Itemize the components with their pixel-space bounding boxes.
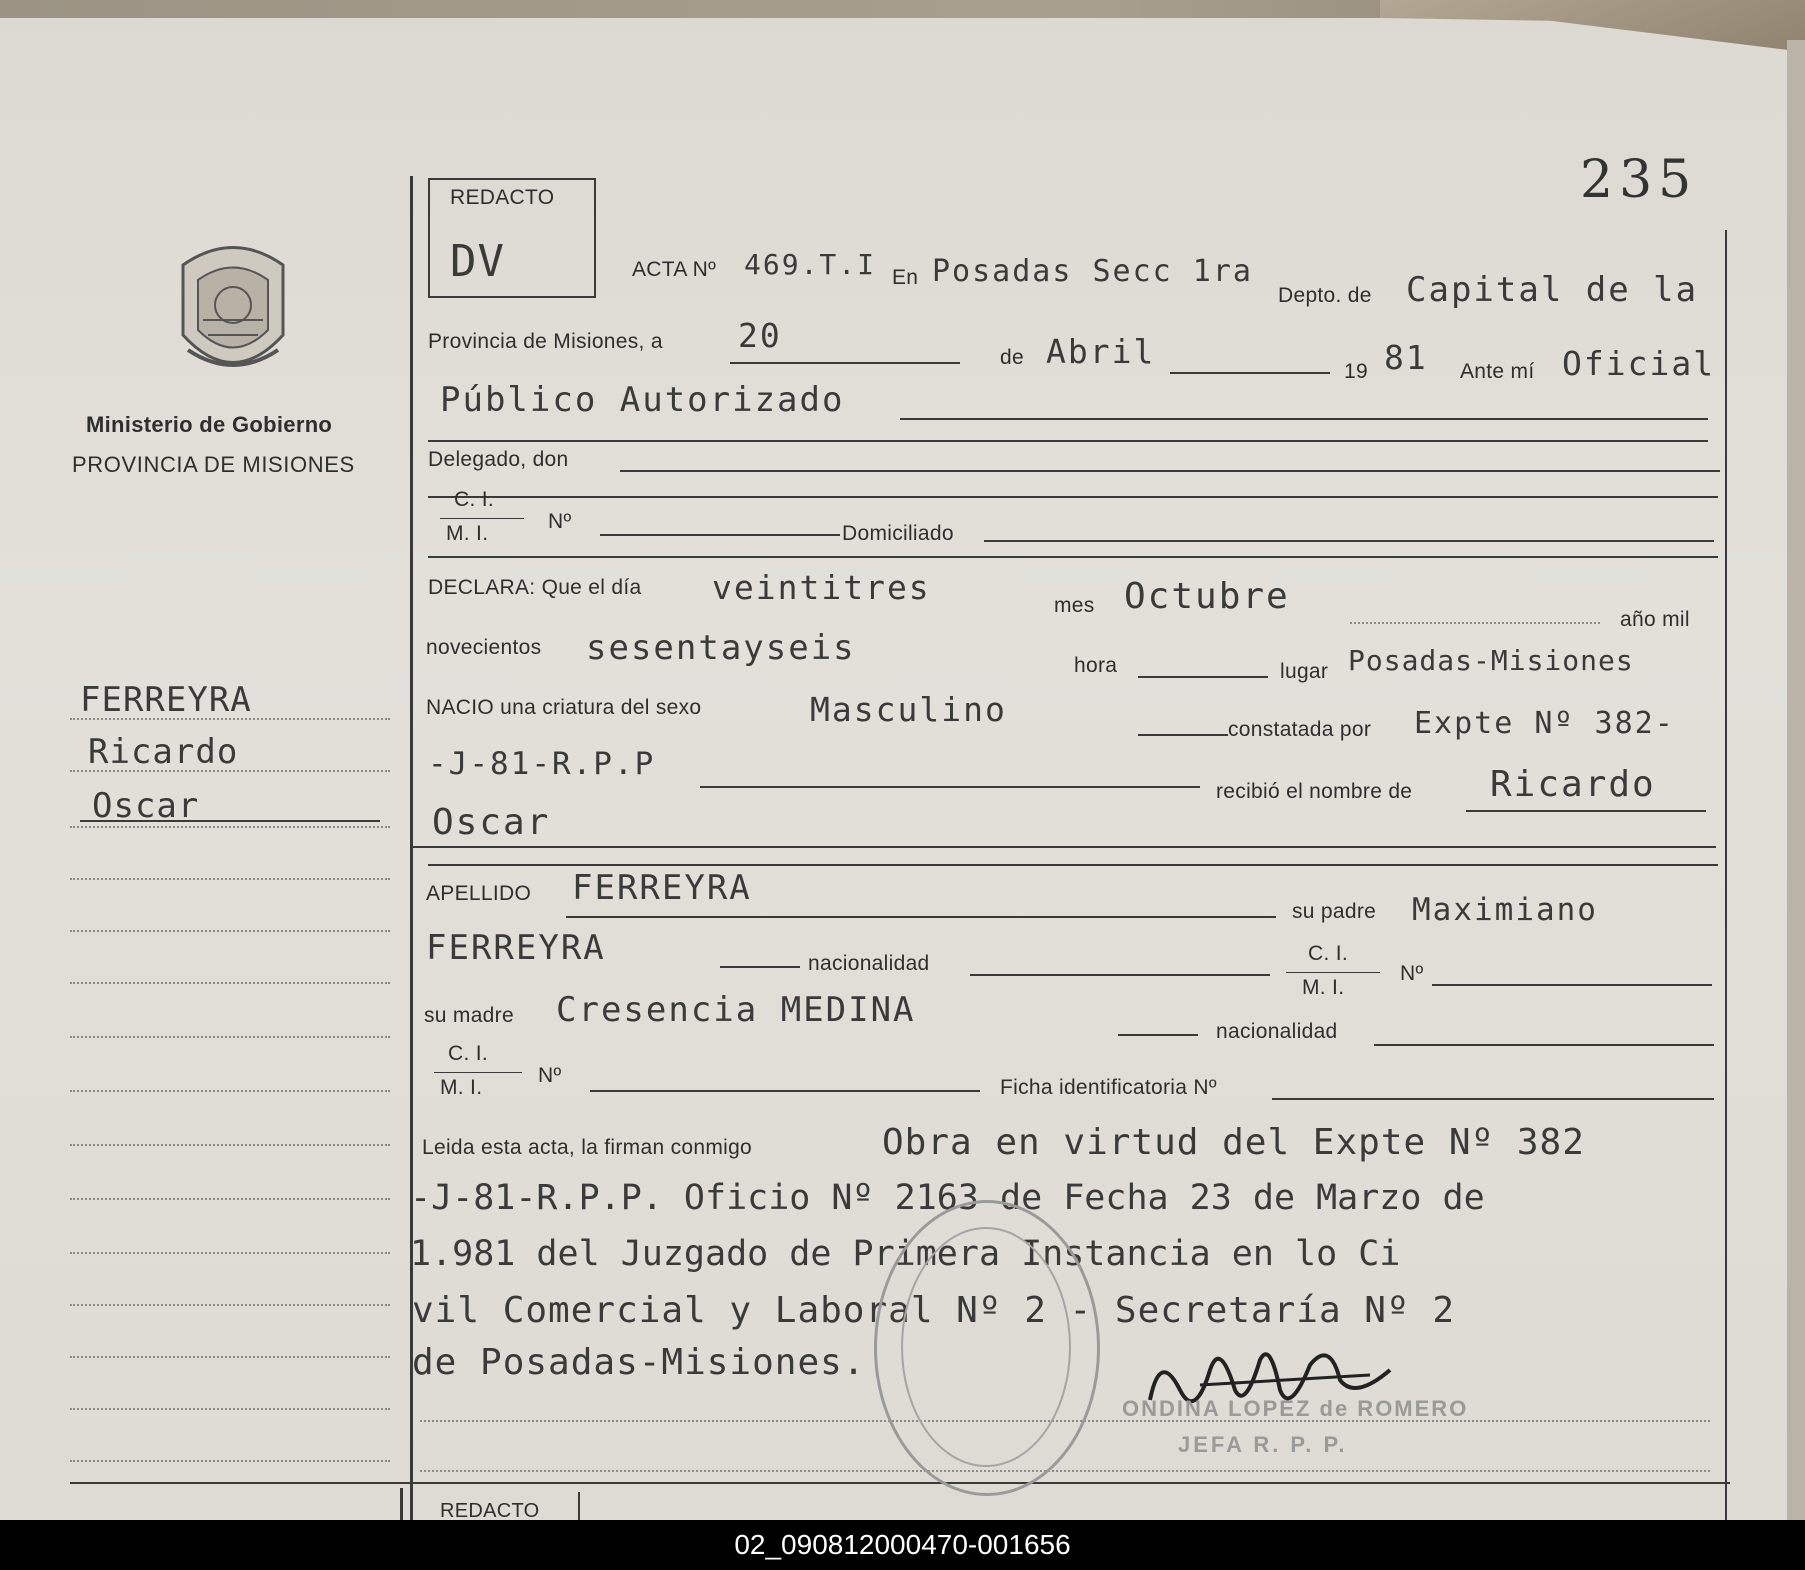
footer-id: 02_090812000470-001656 bbox=[0, 1520, 1805, 1570]
ano-label: año mil bbox=[1620, 608, 1690, 631]
birth-place: Posadas-Misiones bbox=[1348, 644, 1634, 677]
year-suffix: 81 bbox=[1384, 338, 1428, 377]
officer-1: Oficial bbox=[1562, 344, 1716, 383]
hora-label: hora bbox=[1074, 654, 1118, 677]
coat-of-arms-icon bbox=[168, 240, 298, 390]
officer-2: Público Autorizado bbox=[440, 380, 845, 420]
birth-year: sesentayseis bbox=[586, 628, 856, 668]
official-seal-icon bbox=[874, 1200, 1100, 1496]
nacio-label: NACIO una criatura del sexo bbox=[426, 696, 702, 719]
redacto-initials: DV bbox=[450, 236, 505, 287]
depto: Capital de la bbox=[1406, 270, 1699, 310]
ci-label-2: C. I. bbox=[1308, 942, 1349, 965]
leida-label: Leida esta acta, la firman conmigo bbox=[422, 1136, 753, 1159]
novecientos-label: novecientos bbox=[426, 636, 542, 659]
mother-nationality-label: nacionalidad bbox=[1216, 1020, 1338, 1043]
ci-label-3: C. I. bbox=[448, 1042, 489, 1065]
sex: Masculino bbox=[810, 690, 1007, 729]
ministry-label: Ministerio de Gobierno bbox=[86, 412, 333, 437]
expte-2: -J-81-R.P.P bbox=[428, 746, 656, 782]
en-label: En bbox=[892, 266, 919, 289]
domiciliado-label: Domiciliado bbox=[842, 522, 954, 545]
mother: Cresencia MEDINA bbox=[556, 990, 916, 1030]
mi-label-1: M. I. bbox=[446, 522, 489, 545]
acta-number: 469.T.I bbox=[744, 248, 877, 281]
page-number: 235 bbox=[1580, 150, 1698, 210]
birth-day: veintitres bbox=[712, 568, 931, 607]
note-2: -J-81-R.P.P. Oficio Nº 2163 de Fecha 23 de Marzo de bbox=[410, 1178, 1485, 1218]
apellido-label: APELLIDO bbox=[426, 882, 532, 905]
mi-label-2: M. I. bbox=[1302, 976, 1345, 999]
given-name-1: Ricardo bbox=[1490, 764, 1656, 805]
no-label-3: Nº bbox=[538, 1064, 562, 1087]
no-label-2: Nº bbox=[1400, 962, 1424, 985]
margin-name-1: Ricardo bbox=[88, 732, 239, 772]
book-right-edge bbox=[1787, 40, 1805, 1520]
ante-label: Ante mí bbox=[1460, 360, 1535, 383]
note-1: Obra en virtud del Expte Nº 382 bbox=[882, 1122, 1585, 1163]
mes-label: mes bbox=[1054, 594, 1095, 617]
stamp-name: ONDINA LOPEZ de ROMERO bbox=[1122, 1396, 1469, 1421]
month: Abril bbox=[1046, 332, 1156, 371]
constatada-label: constatada por bbox=[1228, 718, 1372, 741]
father-1: Maximiano bbox=[1412, 892, 1598, 928]
year-prefix: 19 bbox=[1344, 360, 1368, 383]
given-name-2: Oscar bbox=[432, 802, 551, 843]
ci-label-1: C. I. bbox=[454, 488, 495, 511]
acta-label: ACTA Nº bbox=[632, 258, 717, 281]
note-5: de Posadas-Misiones. bbox=[412, 1342, 866, 1383]
birth-month: Octubre bbox=[1124, 576, 1290, 617]
margin-surname: FERREYRA bbox=[80, 680, 252, 720]
depto-label: Depto. de bbox=[1278, 284, 1372, 307]
note-4: vil Comercial y Laboral Nº 2 - Secretaría Nº 2 bbox=[412, 1290, 1455, 1331]
stamp-role: JEFA R. P. P. bbox=[1178, 1432, 1348, 1457]
book-corner-shadow bbox=[1380, 0, 1805, 52]
ficha-label: Ficha identificatoria Nº bbox=[1000, 1076, 1217, 1099]
expte-1: Expte Nº 382- bbox=[1414, 706, 1675, 741]
surname: FERREYRA bbox=[572, 868, 752, 908]
madre-label: su madre bbox=[424, 1004, 514, 1027]
no-label-1: Nº bbox=[548, 510, 572, 533]
father-nationality-label: nacionalidad bbox=[808, 952, 930, 975]
note-3: 1.981 del Juzgado de Primera Instancia en lo Ci bbox=[410, 1234, 1401, 1274]
next-redacto-label: REDACTO bbox=[440, 1500, 540, 1520]
place: Posadas Secc 1ra bbox=[932, 254, 1253, 289]
lugar-label: lugar bbox=[1280, 660, 1329, 683]
delegado-label: Delegado, don bbox=[428, 448, 569, 471]
redacto-label: REDACTO bbox=[450, 186, 555, 209]
declara-label: DECLARA: Que el día bbox=[428, 576, 642, 599]
province-prefix: Provincia de Misiones, a bbox=[428, 330, 663, 353]
margin-name-2: Oscar bbox=[92, 786, 200, 826]
father-2: FERREYRA bbox=[426, 928, 606, 968]
mi-label-3: M. I. bbox=[440, 1076, 483, 1099]
de-label: de bbox=[1000, 346, 1024, 369]
day: 20 bbox=[738, 316, 782, 355]
province-label: PROVINCIA DE MISIONES bbox=[72, 452, 355, 477]
padre-label: su padre bbox=[1292, 900, 1377, 923]
recibio-label: recibió el nombre de bbox=[1216, 780, 1413, 803]
